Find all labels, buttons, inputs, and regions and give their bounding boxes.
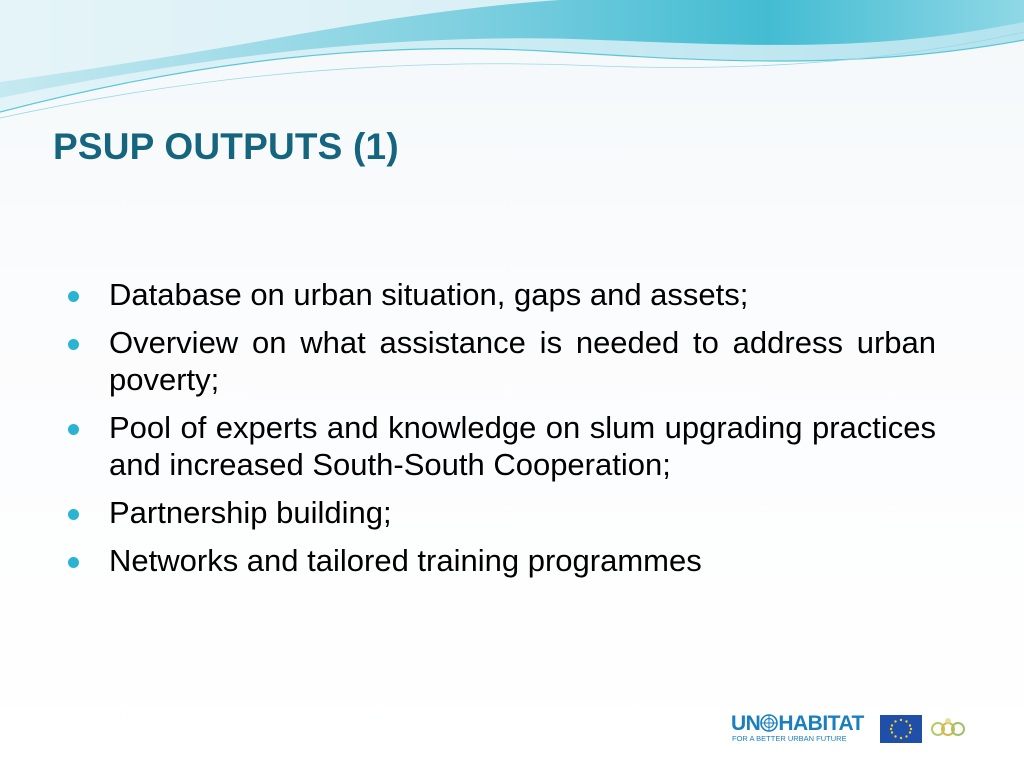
slide-title: PSUP OUTPUTS (1)	[53, 126, 399, 167]
un-habitat-tagline: FOR A BETTER URBAN FUTURE	[732, 734, 847, 743]
footer-logos	[731, 713, 971, 747]
bullet-text: Overview on what assistance is needed to address urban poverty;	[109, 325, 936, 397]
bullet-list	[66, 276, 936, 590]
bullet-text: Pool of experts and knowledge on slum upgrading practices and increased South-South Cooperation;	[109, 410, 936, 482]
eu-flag-icon	[880, 715, 922, 743]
bullet-icon	[68, 291, 79, 302]
bullet-icon	[68, 509, 79, 520]
bullet-text: Database on urban situation, gaps and assets;	[109, 277, 749, 312]
bullet-text: Networks and tailored training programmes	[109, 543, 702, 578]
bullet-item	[66, 494, 936, 531]
bullet-icon	[68, 339, 79, 350]
header-wave-decoration	[0, 0, 1024, 130]
bullet-item	[66, 409, 936, 483]
bullet-icon	[68, 557, 79, 568]
un-habitat-logo: UN HABITAT	[731, 712, 864, 735]
bullet-icon	[68, 424, 79, 435]
acp-logo-icon	[928, 716, 968, 742]
bullet-text: Partnership building;	[109, 495, 392, 530]
bullet-item	[66, 276, 936, 313]
bullet-item	[66, 324, 936, 398]
bullet-item	[66, 542, 936, 579]
un-emblem-icon	[760, 714, 778, 732]
